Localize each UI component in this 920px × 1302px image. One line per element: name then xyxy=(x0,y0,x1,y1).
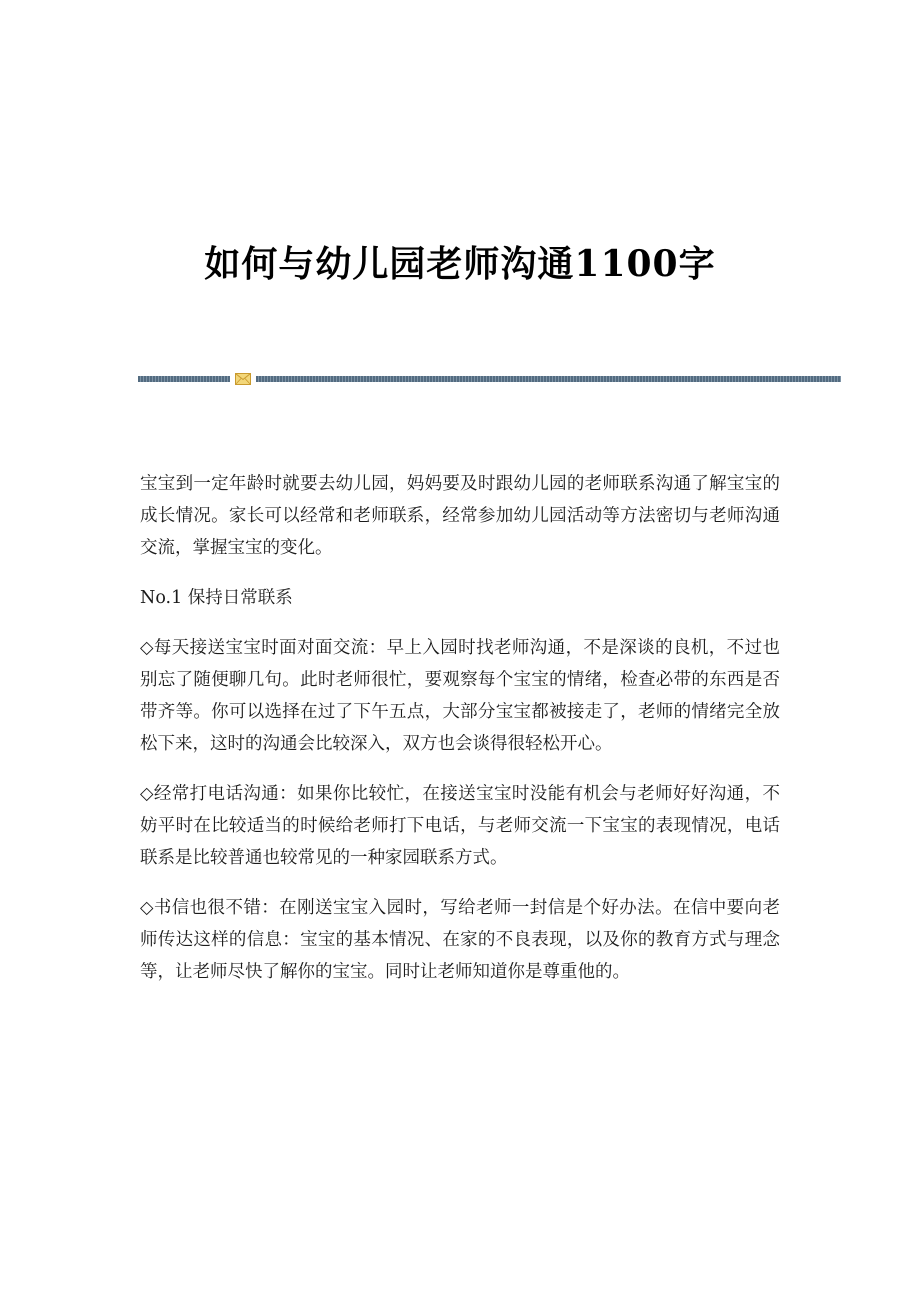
divider-bar-left xyxy=(138,376,230,382)
document-title: 如何与幼儿园老师沟通1100字 xyxy=(204,243,716,286)
paragraph-phone: ◇经常打电话沟通：如果你比较忙，在接送宝宝时没能有机会与老师好好沟通，不妨平时在比较适当的时候给老师打下电话，与老师交流一下宝宝的表现情况，电话联系是比较普通也较常见的一种家园联系方式。 xyxy=(140,784,780,868)
paragraph-face-to-face: ◇每天接送宝宝时面对面交流：早上入园时找老师沟通，不是深谈的良机，不过也别忘了随便聊几句。此时老师很忙，要观察每个宝宝的情绪，检查必带的东西是否带齐等。你可以选择在过了下午五点，大部分宝宝都被接走了，老师的情绪完全放松下来，这时的沟通会比较深入，双方也会谈得很轻松开心。 xyxy=(140,638,780,754)
envelope-icon xyxy=(235,373,251,385)
document-body xyxy=(140,468,780,1006)
paragraph-letter: ◇书信也很不错：在刚送宝宝入园时，写给老师一封信是个好办法。在信中要向老师传达这样的信息：宝宝的基本情况、在家的不良表现，以及你的教育方式与理念等，让老师尽快了解你的宝宝。同时让老师知道你是尊重他的。 xyxy=(140,898,780,982)
section-heading: No.1 保持日常联系 xyxy=(140,588,293,608)
divider-bar-right xyxy=(256,376,841,382)
title-divider xyxy=(138,373,841,385)
intro-paragraph: 宝宝到一定年龄时就要去幼儿园，妈妈要及时跟幼儿园的老师联系沟通了解宝宝的成长情况。家长可以经常和老师联系，经常参加幼儿园活动等方法密切与老师沟通交流，掌握宝宝的变化。 xyxy=(140,474,780,558)
